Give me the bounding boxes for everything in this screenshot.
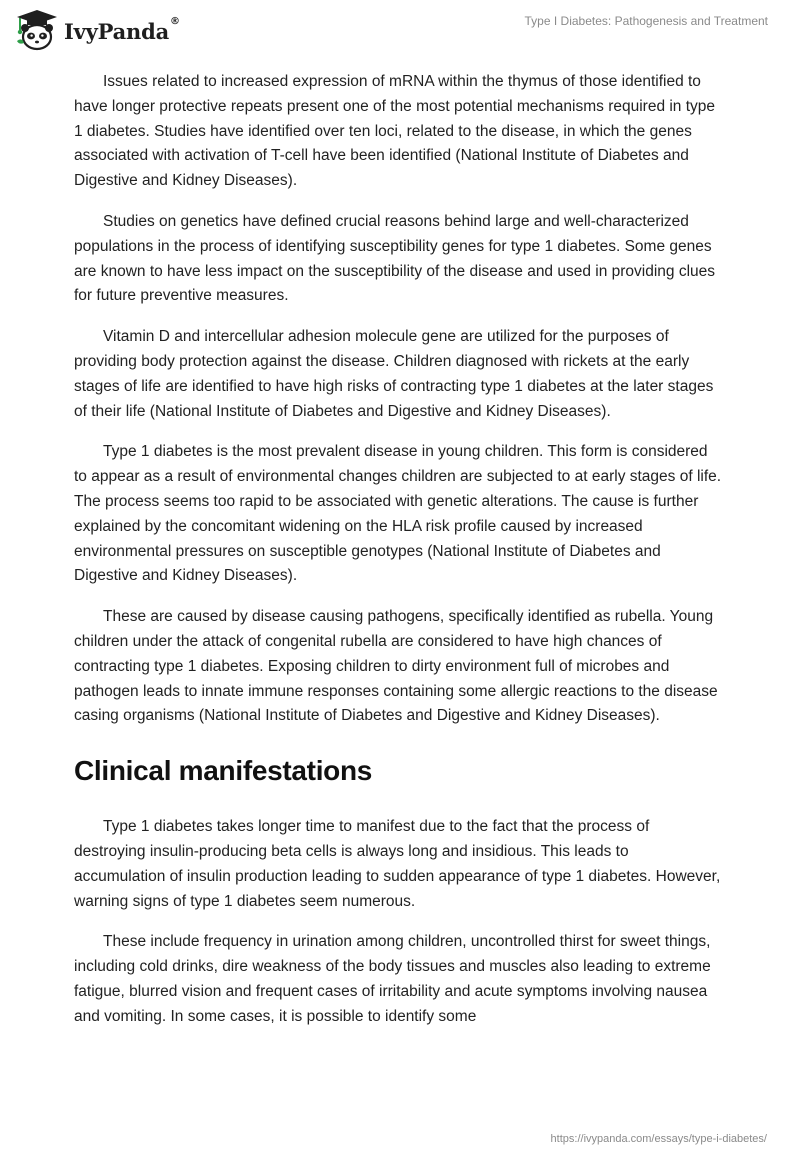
paragraph: Vitamin D and intercellular adhesion molecule gene are utilized for the purposes of providing body protection against the disease. Children diagnosed with rickets at the early stages of life are identified to have high risks of contracting type 1 diabetes at the later stages of their life (National Institute of Diabetes and Digestive and Kidney Diseases). bbox=[74, 328, 714, 420]
brand-logo[interactable] bbox=[14, 8, 180, 52]
essay-body bbox=[74, 70, 724, 1046]
registered-mark: ® bbox=[170, 15, 181, 27]
document-title: Type I Diabetes: Pathogenesis and Treatment bbox=[524, 14, 768, 28]
paragraph: Type 1 diabetes is the most prevalent disease in young children. This form is considered to appear as a result of environmental changes children are subjected to at early stages of life. The process seems too rapid to be associated with genetic alterations. The cause is further explained by the concomitant widening on the HLA risk profile caused by increased environmental pressures on susceptible genotypes (National Institute of Diabetes and Digestive and Kidney Diseases). bbox=[74, 443, 722, 585]
panda-graduate-logo-icon bbox=[14, 7, 60, 53]
section-heading: Clinical manifestations bbox=[74, 755, 373, 787]
paragraph: Studies on genetics have defined crucial reasons behind large and well-characterized populations in the process of identifying susceptibility genes for type 1 diabetes. Some genes are known to have less impact on the susceptibility of the disease and used in providing clues for future preventive measures. bbox=[74, 212, 716, 305]
brand-name: IvyPanda bbox=[64, 18, 170, 44]
paragraph: These are caused by disease causing pathogens, specifically identified as rubella. Young children under the attack of congenital rubella are considered to have high chances of contracting type 1 diabetes. Exposing children to dirty environment full of microbes and pathogen leads to innate immune responses containing some allergic reactions to the disease casing organisms (National Institute of Diabetes and Digestive and Kidney Diseases). bbox=[74, 608, 718, 725]
paragraph: Type 1 diabetes takes longer time to manifest due to the fact that the process of destroying insulin-producing beta cells is always long and insidious. This leads to accumulation of insulin production leading to sudden appearance of type 1 diabetes. However, warning signs of type 1 diabetes seem numerous. bbox=[74, 818, 721, 910]
source-url[interactable]: https://ivypanda.com/essays/type-i-diabetes/ bbox=[550, 1133, 767, 1145]
paragraph: These include frequency in urination among children, uncontrolled thirst for sweet things, including cold drinks, dire weakness of the body tissues and muscles also leading to extreme fatigue, blurred vision and frequent cases of irritability and acute symptoms involving nausea and vomiting. In some cases, it is possible to identify some bbox=[74, 933, 711, 1025]
paragraph: Issues related to increased expression of mRNA within the thymus of those identified to have longer protective repeats present one of the most potential mechanisms required in type 1 diabetes. Studies have identified over ten loci, related to the disease, in which the genes associated with activation of T-cell have been identified (National Institute of Diabetes and Digestive and Kidney Diseases). bbox=[74, 73, 716, 190]
page-header bbox=[0, 0, 800, 60]
